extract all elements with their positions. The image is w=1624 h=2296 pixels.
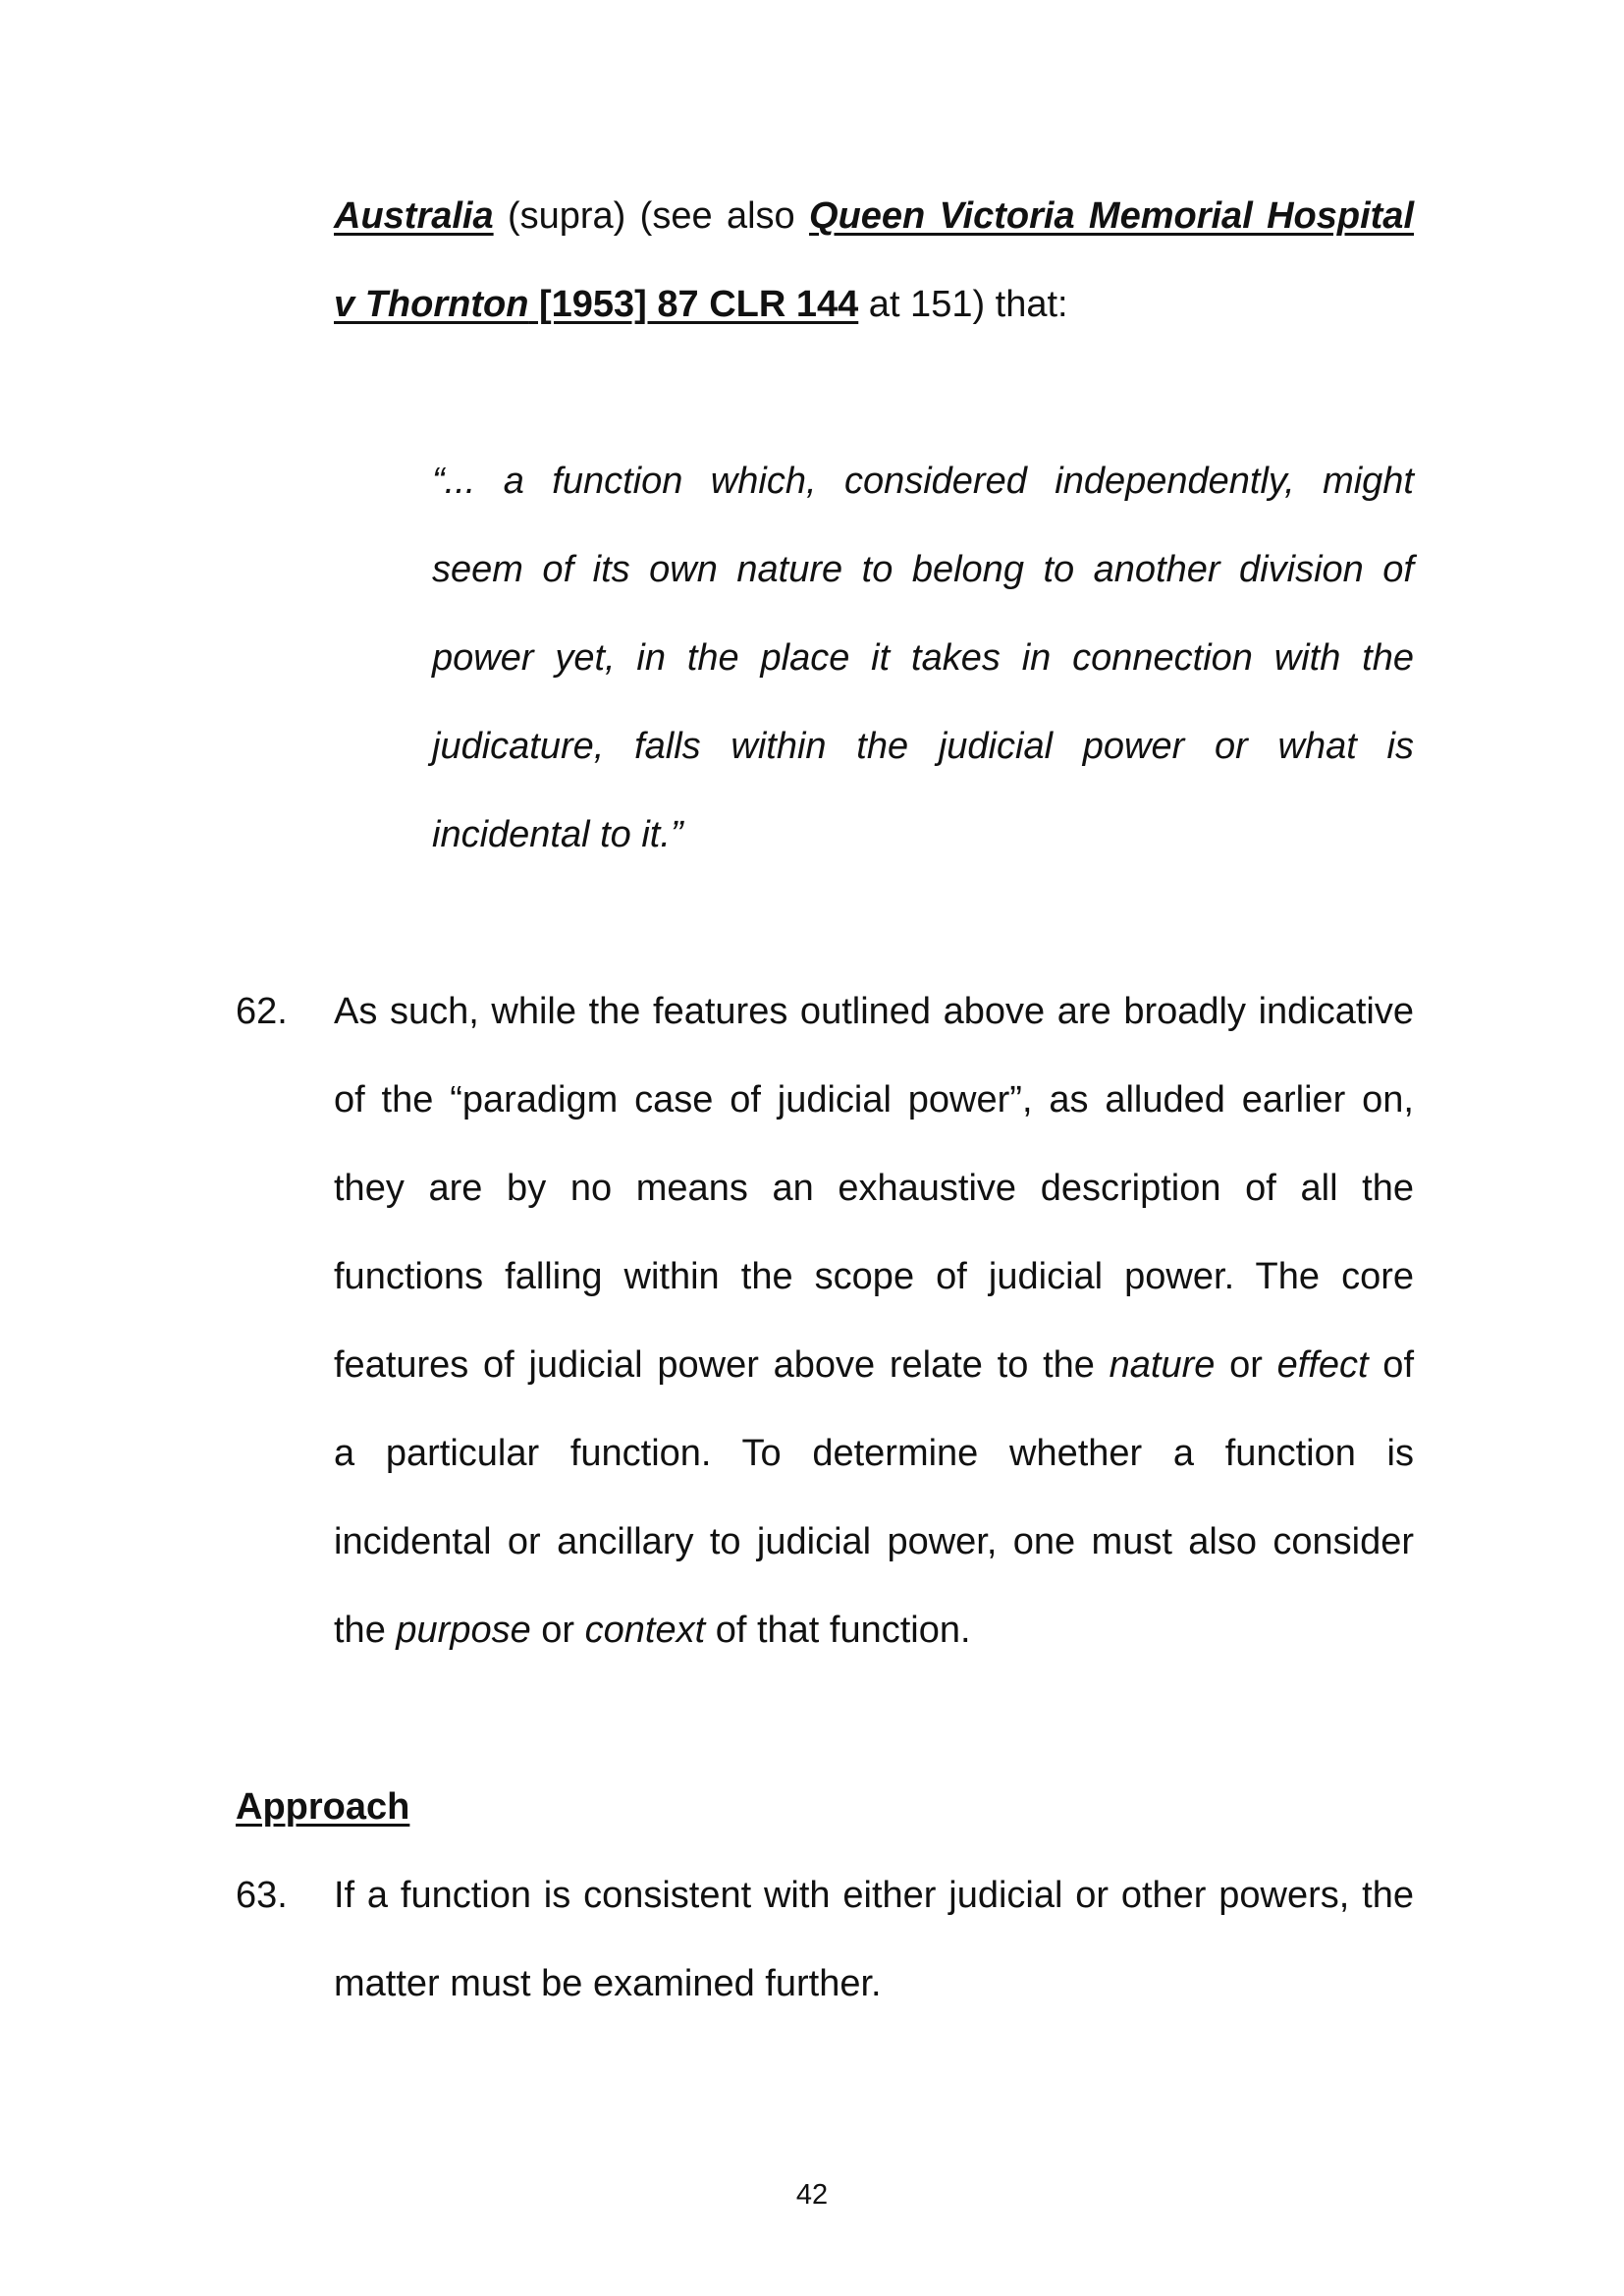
emphasis-context: context xyxy=(584,1610,706,1651)
text-segment: or xyxy=(1215,1344,1277,1386)
paragraph-63-line: If a function is consistent with either judicial or other powers, the xyxy=(334,1875,1414,1916)
quote-line: “... a function which, considered independently, might xyxy=(432,461,1414,502)
page-number: 42 xyxy=(795,2179,829,2211)
text-segment: features of judicial power above relate to the xyxy=(334,1344,1110,1386)
paragraph-62-line: of the “paradigm case of judicial power”, as alluded earlier on, xyxy=(334,1079,1414,1121)
intro-text: (supra) (see also xyxy=(493,195,810,237)
case-name-queen-victoria: Queen Victoria Memorial Hospital xyxy=(809,195,1415,237)
paragraph-number-63: 63. xyxy=(236,1875,288,1916)
paragraph-62-line: they are by no means an exhaustive description of all the xyxy=(334,1168,1414,1209)
paragraph-62-line xyxy=(334,1609,971,1652)
text-segment: of xyxy=(1368,1344,1415,1386)
case-name-thornton: v Thornton xyxy=(334,284,529,325)
section-heading-approach: Approach xyxy=(236,1786,410,1828)
case-name-australia: Australia xyxy=(334,195,494,237)
text-segment: the xyxy=(334,1610,397,1651)
intro-text-end: at 151) that: xyxy=(858,284,1068,325)
paragraph-62-line xyxy=(334,1343,1414,1387)
text-segment: or xyxy=(530,1610,585,1651)
paragraph-62-line: As such, while the features outlined above are broadly indicative xyxy=(334,991,1414,1032)
quote-line: incidental to it.” xyxy=(432,814,683,855)
emphasis-purpose: purpose xyxy=(396,1610,531,1651)
emphasis-nature: nature xyxy=(1109,1344,1216,1386)
intro-line-2 xyxy=(334,283,1068,326)
paragraph-63-line: matter must be examined further. xyxy=(334,1963,882,2004)
case-citation: [1953] 87 CLR 144 xyxy=(528,284,859,325)
paragraph-62-line: functions falling within the scope of judicial power. The core xyxy=(334,1256,1414,1297)
quote-line: judicature, falls within the judicial power or what is xyxy=(432,726,1414,767)
intro-line-1 xyxy=(334,194,1414,238)
paragraph-number-62: 62. xyxy=(236,991,288,1032)
text-segment: of that function. xyxy=(705,1610,971,1651)
paragraph-62-line: incidental or ancillary to judicial power, one must also consider xyxy=(334,1521,1414,1562)
quote-line: seem of its own nature to belong to another division of xyxy=(432,549,1414,590)
emphasis-effect: effect xyxy=(1276,1344,1369,1386)
quote-line: power yet, in the place it takes in connection with the xyxy=(432,637,1414,679)
paragraph-62-line: a particular function. To determine whether a function is xyxy=(334,1433,1414,1474)
